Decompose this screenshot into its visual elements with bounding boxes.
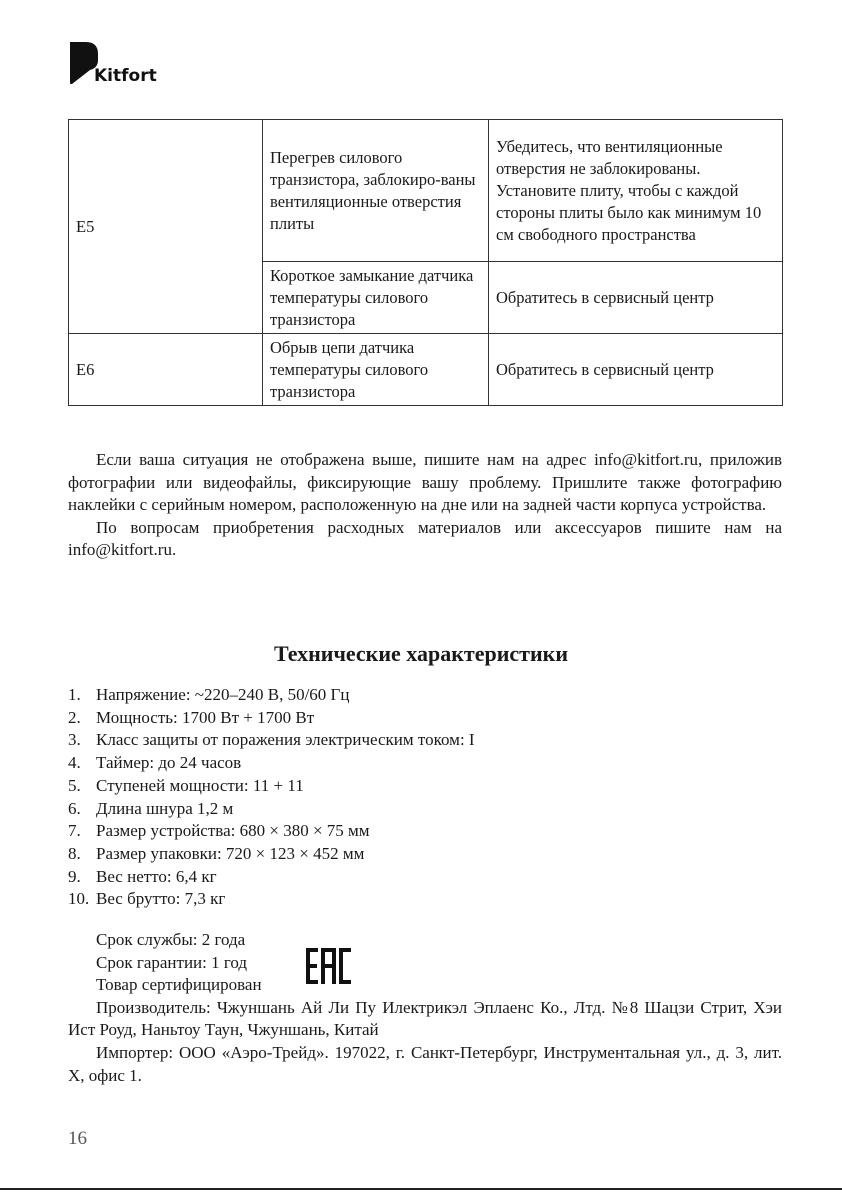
item-number: 2.	[68, 707, 81, 727]
item-text: Размер упаковки: 720 × 123 × 452 мм	[96, 843, 365, 863]
list-item	[68, 775, 475, 798]
list-item	[68, 684, 475, 707]
list-item	[68, 752, 475, 775]
item-text: Мощность: 1700 Вт + 1700 Вт	[96, 707, 315, 727]
item-number: 10.	[68, 889, 90, 909]
item-number: 5.	[68, 775, 81, 795]
item-text: Ступеней мощности: 11 + 11	[96, 775, 304, 795]
error-code: E6	[69, 334, 263, 406]
item-text: Таймер: до 24 часов	[96, 753, 242, 773]
accessories-paragraph: По вопросам приобретения расходных материалов или аксессуаров пишите нам на info@kitfort.ru.	[68, 517, 782, 559]
item-number: 3.	[68, 730, 81, 750]
list-item	[68, 866, 475, 889]
certified: Товар сертифицирован	[96, 975, 262, 995]
item-number: 1.	[68, 685, 81, 704]
manufacturer: Производитель: Чжуншань Ай Ли Пу Илектрикэл Эплаенс Ко., Лтд. №8 Шацзи Стрит, Хэи Ист Роуд, Наньтоу Таун, Чжуншань, Китай	[68, 997, 782, 1040]
brand-logo	[68, 42, 188, 90]
item-text: Размер устройства: 680 × 380 × 75 мм	[96, 821, 370, 841]
specs-title: Технические характеристики	[273, 641, 569, 666]
list-item	[68, 729, 475, 752]
item-text: Вес нетто: 6,4 кг	[96, 866, 217, 886]
item-number: 9.	[68, 866, 81, 886]
error-solution: Обратитесь в сервисный центр	[489, 334, 783, 406]
item-text: Класс защиты от поражения электрическим током: I	[96, 730, 475, 750]
item-text: Вес брутто: 7,3 кг	[96, 889, 226, 909]
list-item	[68, 820, 475, 843]
page-bottom-rule	[0, 1188, 842, 1190]
page-number: 16	[68, 1128, 87, 1149]
warranty: Срок гарантии: 1 год	[96, 952, 248, 972]
contact-section	[68, 449, 782, 562]
list-item	[68, 707, 475, 730]
item-text: Длина шнура 1,2 м	[96, 798, 234, 818]
item-number: 6.	[68, 798, 81, 818]
error-solution: Убедитесь, что вентиляционные отверстия не заблокированы. Установите плиту, чтобы с каждой стороны плиты было как минимум 10 см свободного пространства	[489, 120, 783, 262]
error-table	[68, 119, 783, 406]
eac-certification-icon	[305, 946, 353, 986]
error-cause: Перегрев силового транзистора, заблокиро-ваны вентиляционные отверстия плиты	[263, 120, 489, 262]
error-cause: Короткое замыкание датчика температуры силового транзистора	[263, 262, 489, 334]
brand-name: Kitfort	[94, 66, 157, 86]
item-text: Напряжение: ~220–240 В, 50/60 Гц	[96, 685, 350, 704]
list-item	[68, 888, 475, 911]
error-cause: Обрыв цепи датчика температуры силового транзистора	[263, 334, 489, 406]
contact-paragraph: Если ваша ситуация не отображена выше, пишите нам на адрес info@kitfort.ru, приложив фотографии или видеофайлы, фиксирующие вашу проблему. Пришлите также фотографию наклейки с серийным номером, расположенную на дне или на задней части корпуса устройства.	[68, 450, 782, 514]
item-number: 4.	[68, 753, 81, 773]
service-life: Срок службы: 2 года	[96, 930, 246, 949]
item-number: 7.	[68, 821, 81, 841]
list-item	[68, 843, 475, 866]
item-number: 8.	[68, 843, 81, 863]
error-solution: Обратитесь в сервисный центр	[489, 262, 783, 334]
specs-list	[68, 684, 475, 911]
list-item	[68, 798, 475, 821]
error-code: E5	[69, 120, 263, 334]
table-row	[69, 334, 783, 406]
table-row	[69, 120, 783, 262]
service-info	[68, 929, 782, 1087]
importer: Импортер: ООО «Аэро-Трейд». 197022, г. Санкт-Петербург, Инструментальная ул., д. 3, лит. Х, офис 1.	[68, 1042, 782, 1085]
